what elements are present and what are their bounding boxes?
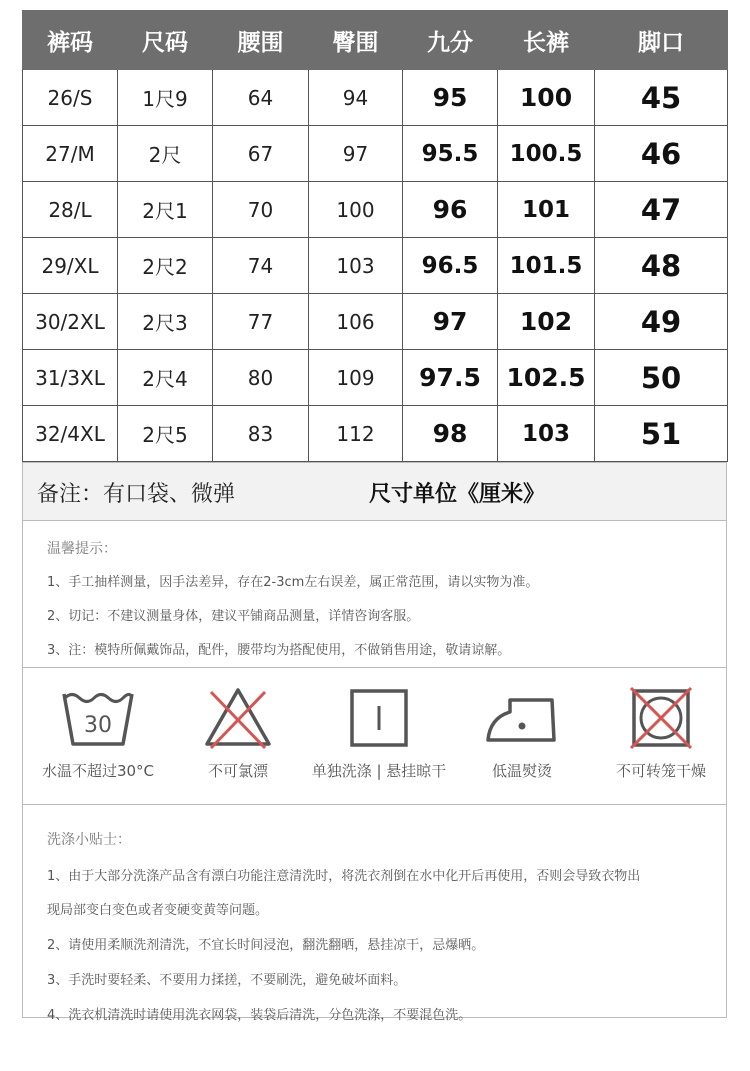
cell-long-pants: 103 [498,406,595,462]
wash-temp-number: 30 [84,713,112,738]
wash-tips-title: 洗涤小贴士： [47,832,131,848]
no-tumble-dry-icon [629,686,693,750]
cell-size: 2尺5 [118,406,213,462]
cell-waist: 80 [213,350,309,406]
remark-row [23,463,726,521]
table-row [23,126,728,182]
care-item-dry [309,686,449,796]
cell-nine-tenths: 96.5 [403,238,498,294]
cell-pants-size: 26/S [23,70,118,126]
table-header-row [23,11,728,70]
cell-waist: 64 [213,70,309,126]
cell-size: 2尺2 [118,238,213,294]
cell-leg-opening: 48 [595,238,728,294]
cell-leg-opening: 46 [595,126,728,182]
header-leg-opening: 脚口 [595,11,728,70]
wash-tip-item: 1、由于大部分洗涤产品含有漂白功能注意清洗时，将洗衣剂倒在水中化开后再使用，否则会导致衣物出 [47,869,641,884]
tip-item: 3、注：模特所佩戴饰品，配件，腰带均为搭配使用，不做销售用途，敬请谅解。 [47,643,511,658]
remark-note: 备注：有口袋、微弹 [37,482,236,507]
table-row [23,70,728,126]
cell-long-pants: 102.5 [498,350,595,406]
table-row [23,294,728,350]
care-label: 不可氯漂 [207,762,268,780]
cell-long-pants: 101.5 [498,238,595,294]
care-label: 水温不超过30°C [41,762,155,780]
cell-size: 1尺9 [118,70,213,126]
header-long-pants: 长裤 [498,11,595,70]
size-unit-note: 尺寸单位《厘米》 [369,482,546,507]
care-item-wash [28,686,168,796]
cell-waist: 77 [213,294,309,350]
cell-hip: 103 [309,238,403,294]
tip-item: 2、切记：不建议测量身体，建议平铺商品测量，详情咨询客服。 [47,609,420,624]
cell-nine-tenths: 98 [403,406,498,462]
notes-panel [22,462,727,1023]
cell-size: 2尺4 [118,350,213,406]
size-table [22,10,728,462]
wash-tips-block [23,805,726,1023]
cell-hip: 94 [309,70,403,126]
cell-pants-size: 29/XL [23,238,118,294]
cell-nine-tenths: 95.5 [403,126,498,182]
table-row [23,406,728,462]
hang-dry-icon [347,686,411,750]
cell-leg-opening: 49 [595,294,728,350]
table-row [23,238,728,294]
header-size: 尺码 [118,11,213,70]
wash-tip-item: 4、洗衣机清洗时请使用洗衣网袋，装袋后清洗，分色洗涤，不要混色洗。 [47,1008,472,1023]
cell-nine-tenths: 96 [403,182,498,238]
cell-hip: 106 [309,294,403,350]
tips-block [23,521,726,668]
cell-leg-opening: 51 [595,406,728,462]
header-waist: 腰围 [213,11,309,70]
header-hip: 臀围 [309,11,403,70]
cell-hip: 112 [309,406,403,462]
cell-nine-tenths: 97.5 [403,350,498,406]
no-bleach-icon [203,686,273,750]
cell-waist: 74 [213,238,309,294]
header-pants-size: 裤码 [23,11,118,70]
cell-waist: 67 [213,126,309,182]
care-item-bleach [168,686,308,796]
cell-leg-opening: 45 [595,70,728,126]
wash-30-icon [61,686,135,750]
tips-title: 温馨提示： [47,541,117,557]
cell-leg-opening: 47 [595,182,728,238]
wash-tip-item: 3、手洗时要轻柔、不要用力揉搓，不要刷洗，避免破坏面料。 [47,973,407,988]
cell-nine-tenths: 97 [403,294,498,350]
cell-waist: 83 [213,406,309,462]
wash-tip-item: 2、请使用柔顺洗剂清洗，不宜长时间浸泡，翻洗翻晒，悬挂凉干，忌爆晒。 [47,938,485,953]
cell-long-pants: 102 [498,294,595,350]
care-label: 低温熨烫 [491,762,552,780]
cell-size: 2尺 [118,126,213,182]
cell-pants-size: 28/L [23,182,118,238]
cell-pants-size: 31/3XL [23,350,118,406]
care-label: 单独洗涤 | 悬挂晾干 [311,762,447,780]
tip-item: 1、手工抽样测量，因手法差异，存在2-3cm左右误差，属正常范围，请以实物为准。 [47,575,539,590]
cell-leg-opening: 50 [595,350,728,406]
table-row [23,182,728,238]
cell-size: 2尺1 [118,182,213,238]
cell-pants-size: 32/4XL [23,406,118,462]
cell-size: 2尺3 [118,294,213,350]
wash-tip-item: 现局部变白变色或者变硬变黄等问题。 [47,903,269,918]
care-label: 不可转笼干燥 [615,762,706,780]
cell-pants-size: 30/2XL [23,294,118,350]
cell-long-pants: 101 [498,182,595,238]
header-nine-tenths: 九分 [403,11,498,70]
cell-waist: 70 [213,182,309,238]
table-row [23,350,728,406]
cell-hip: 97 [309,126,403,182]
low-iron-icon [482,686,562,750]
cell-hip: 100 [309,182,403,238]
cell-nine-tenths: 95 [403,70,498,126]
care-symbols-row [23,668,726,805]
cell-long-pants: 100.5 [498,126,595,182]
cell-long-pants: 100 [498,70,595,126]
care-item-tumble [591,686,731,796]
cell-pants-size: 27/M [23,126,118,182]
care-item-iron [452,686,592,796]
cell-hip: 109 [309,350,403,406]
